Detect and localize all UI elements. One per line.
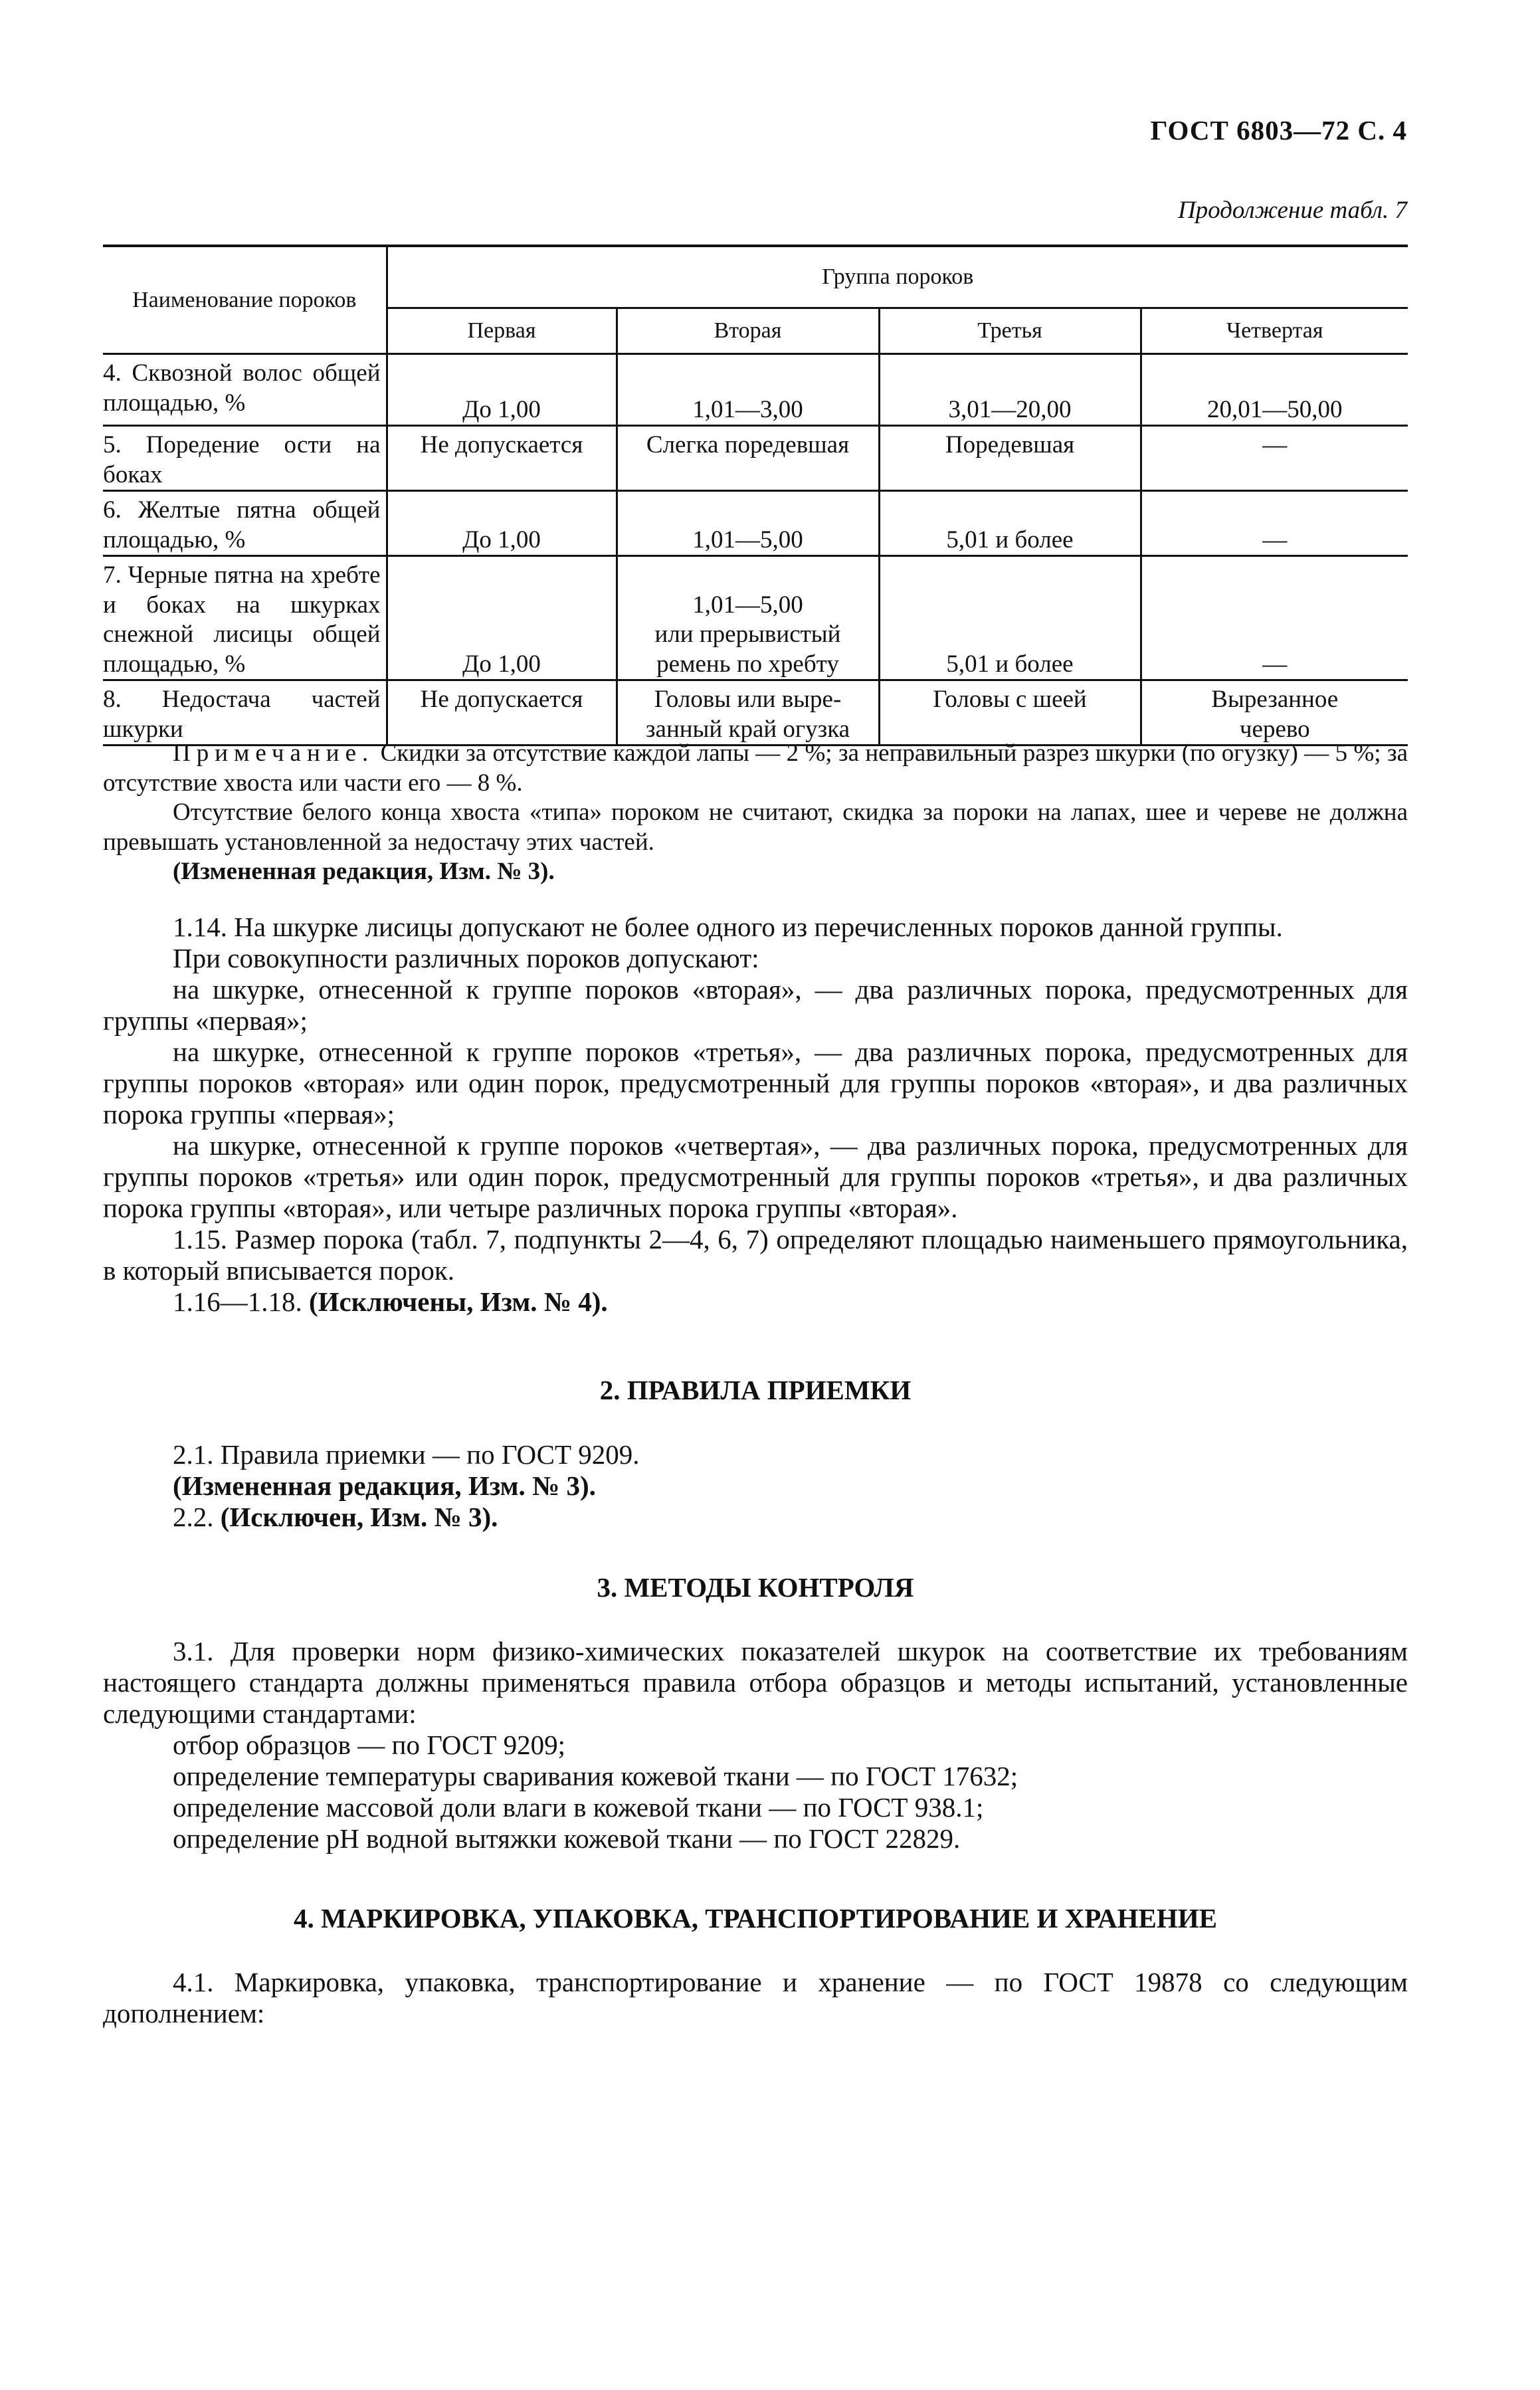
defect-name-cell: [103, 680, 387, 746]
clause-1-16: [103, 1286, 1408, 1318]
clause-2-2-number: 2.2.: [173, 1502, 214, 1532]
clause-1-14-b: на шкурке, отнесенной к группе пороков «третья», — два различных порока, предусмотренных для группы пороков «вторая» или один порок, предусмотренный для группы пороков «вторая», и два различных порока группы «первая»;: [103, 1037, 1408, 1130]
section-4-title: 4. МАРКИРОВКА, УПАКОВКА, ТРАНСПОРТИРОВАНИЕ И ХРАНЕНИЕ: [293, 1903, 1218, 1934]
cell-text: черево: [1239, 715, 1310, 743]
group-2-cell: [617, 491, 879, 556]
group-1-cell: [387, 354, 617, 426]
clause-2-1-revision: (Измененная редакция, Изм. № 3).: [173, 1470, 596, 1501]
cell-text: —: [1262, 526, 1288, 553]
cell-text: или прерывистый: [654, 621, 841, 648]
cell-text: Головы или выре-: [654, 686, 842, 713]
table-row: [103, 426, 1408, 491]
group-4-cell: [1141, 354, 1408, 426]
cell-text: —: [1262, 431, 1288, 458]
method-item: определение температуры сваривания кожевой ткани — по ГОСТ 17632;: [173, 1761, 1018, 1791]
table-note: [103, 739, 1408, 887]
clause-1-14-a: на шкурке, отнесенной к группе пороков «вторая», — два различных порока, предусмотренных для группы «первая»;: [103, 974, 1408, 1036]
table-row: [103, 354, 1408, 426]
group-3-cell: [879, 491, 1141, 556]
defect-name-cell: [103, 354, 387, 426]
group-1-cell: [387, 491, 617, 556]
defect-name-cell: [103, 556, 387, 680]
note-revision: (Измененная редакция, Изм. № 3).: [173, 858, 555, 885]
clause-1-15: 1.15. Размер порока (табл. 7, подпункты 2—4, 6, 7) определяют площадью наименьшего прямоугольника, в который вписывается порок.: [103, 1224, 1408, 1286]
cell-text: 5,01 и более: [946, 650, 1074, 678]
cell-text: ремень по хребту: [656, 650, 839, 678]
note-label: Примечание.: [173, 740, 375, 767]
table-body: [103, 354, 1408, 746]
defect-name-cell: [103, 491, 387, 556]
group-1-cell: [387, 426, 617, 491]
group-2-cell: [617, 354, 879, 426]
method-item: определение массовой доли влаги в кожевой ткани — по ГОСТ 938.1;: [173, 1792, 984, 1823]
table-continuation-note: Продолжение табл. 7: [1177, 197, 1407, 224]
group-2-cell: [617, 556, 879, 680]
group-4-cell: [1141, 556, 1408, 680]
clause-1-16-text: (Исключены, Изм. № 4).: [309, 1286, 608, 1317]
clause-1-14: 1.14. На шкурке лисицы допускают не более одного из перечисленных пороков данной группы.: [173, 912, 1283, 942]
clause-2-2: [103, 1502, 1408, 1533]
clause-1-14-intro: При совокупности различных пороков допускают:: [173, 943, 759, 973]
table-row: [103, 556, 1408, 680]
group-2-cell: [617, 426, 879, 491]
note-text-2: Отсутствие белого конца хвоста «типа» пороком не считают, скидка за пороки на лапах, шее и череве не должна превышать установленной за недостачу этих частей.: [103, 799, 1408, 856]
group-3-cell: [879, 354, 1141, 426]
section-4-body: [103, 1967, 1408, 2029]
cell-text: 20,01—50,00: [1207, 395, 1343, 423]
cell-text: 1,01—5,00: [692, 526, 803, 553]
header-group-fourth: Четвертая: [1141, 308, 1408, 354]
cell-text: 3,01—20,00: [948, 395, 1072, 423]
clause-1-14-c: на шкурке, отнесенной к группе пороков «четвертая», — два различных порока, предусмотренных для группы пороков «третья» или один порок, предусмотренный для группы пороков «третья», и два различных порока группы «вторая», или четыре различных порока группы «вторая».: [103, 1130, 1408, 1223]
cell-text: 5,01 и более: [946, 526, 1074, 553]
group-3-cell: [879, 680, 1141, 746]
section-3-title: 3. МЕТОДЫ КОНТРОЛЯ: [597, 1572, 914, 1603]
cell-text: Не допускается: [420, 431, 583, 458]
cell-text: занный край огузка: [645, 715, 850, 743]
defect-name-text: 8. Недостача частей шкурки: [103, 686, 381, 743]
cell-text: Не допускается: [420, 686, 583, 713]
cell-text: 1,01—5,00: [692, 591, 803, 619]
defect-name-text: 4. Сквозной волос общей площадью, %: [103, 359, 381, 417]
cell-text: Слегка поредевшая: [646, 431, 850, 458]
group-1-cell: [387, 680, 617, 746]
group-4-cell: [1141, 680, 1408, 746]
note-text-1: Скидки за отсутствие каждой лапы — 2 %; за неправильный разрез шкурки (по огузку) — 5 %; за отсутствие хвоста или части его — 8 %.: [103, 740, 1408, 797]
cell-text: —: [1262, 650, 1288, 678]
header-defect-name: Наименование пороков: [103, 246, 387, 354]
method-item: определение рН водной вытяжки кожевой ткани — по ГОСТ 22829.: [173, 1823, 961, 1854]
cell-text: Поредевшая: [945, 431, 1075, 458]
defects-table: [103, 245, 1408, 746]
cell-text: Вырезанное: [1211, 686, 1339, 713]
table-row: [103, 491, 1408, 556]
header-group-first: Первая: [387, 308, 617, 354]
cell-text: До 1,00: [462, 650, 541, 678]
clause-3-1: 3.1. Для проверки норм физико-химических показателей шкурок на соответствие их требованиям настоящего стандарта должны применяться правила отбора образцов и методы испытаний, установленные следующими стандартами:: [103, 1636, 1408, 1729]
group-2-cell: [617, 680, 879, 746]
section-2-body: [103, 1439, 1408, 1533]
group-4-cell: [1141, 426, 1408, 491]
section-3-body: [103, 1636, 1408, 1854]
page-header: ГОСТ 6803—72 С. 4: [1150, 115, 1407, 146]
cell-text: До 1,00: [462, 395, 541, 423]
defect-name-text: 6. Желтые пятна общей площадью, %: [103, 496, 381, 553]
group-3-cell: [879, 556, 1141, 680]
cell-text: Головы с шеей: [933, 686, 1087, 713]
header-group-third: Третья: [879, 308, 1141, 354]
clause-1-16-number: 1.16—1.18.: [173, 1286, 302, 1317]
clause-2-1: 2.1. Правила приемки — по ГОСТ 9209.: [173, 1439, 640, 1470]
cell-text: 1,01—3,00: [692, 395, 803, 423]
group-4-cell: [1141, 491, 1408, 556]
clause-4-1: 4.1. Маркировка, упаковка, транспортирование и хранение — по ГОСТ 19878 со следующим дополнением:: [103, 1967, 1408, 2029]
defect-name-text: 7. Черные пятна на хребте и боках на шкурках снежной лисицы общей площадью, %: [103, 561, 381, 678]
method-item: отбор образцов — по ГОСТ 9209;: [173, 1730, 566, 1760]
clause-2-2-text: (Исключен, Изм. № 3).: [220, 1502, 498, 1532]
section-2-title: 2. ПРАВИЛА ПРИЕМКИ: [599, 1375, 912, 1405]
defect-name-cell: [103, 426, 387, 491]
cell-text: До 1,00: [462, 526, 541, 553]
table-row: [103, 680, 1408, 746]
defect-name-text: 5. Поредение ости на боках: [103, 431, 381, 488]
header-group-second: Вторая: [617, 308, 879, 354]
group-3-cell: [879, 426, 1141, 491]
group-1-cell: [387, 556, 617, 680]
clauses-1: [103, 912, 1408, 1318]
header-defect-group: Группа пороков: [387, 246, 1408, 308]
